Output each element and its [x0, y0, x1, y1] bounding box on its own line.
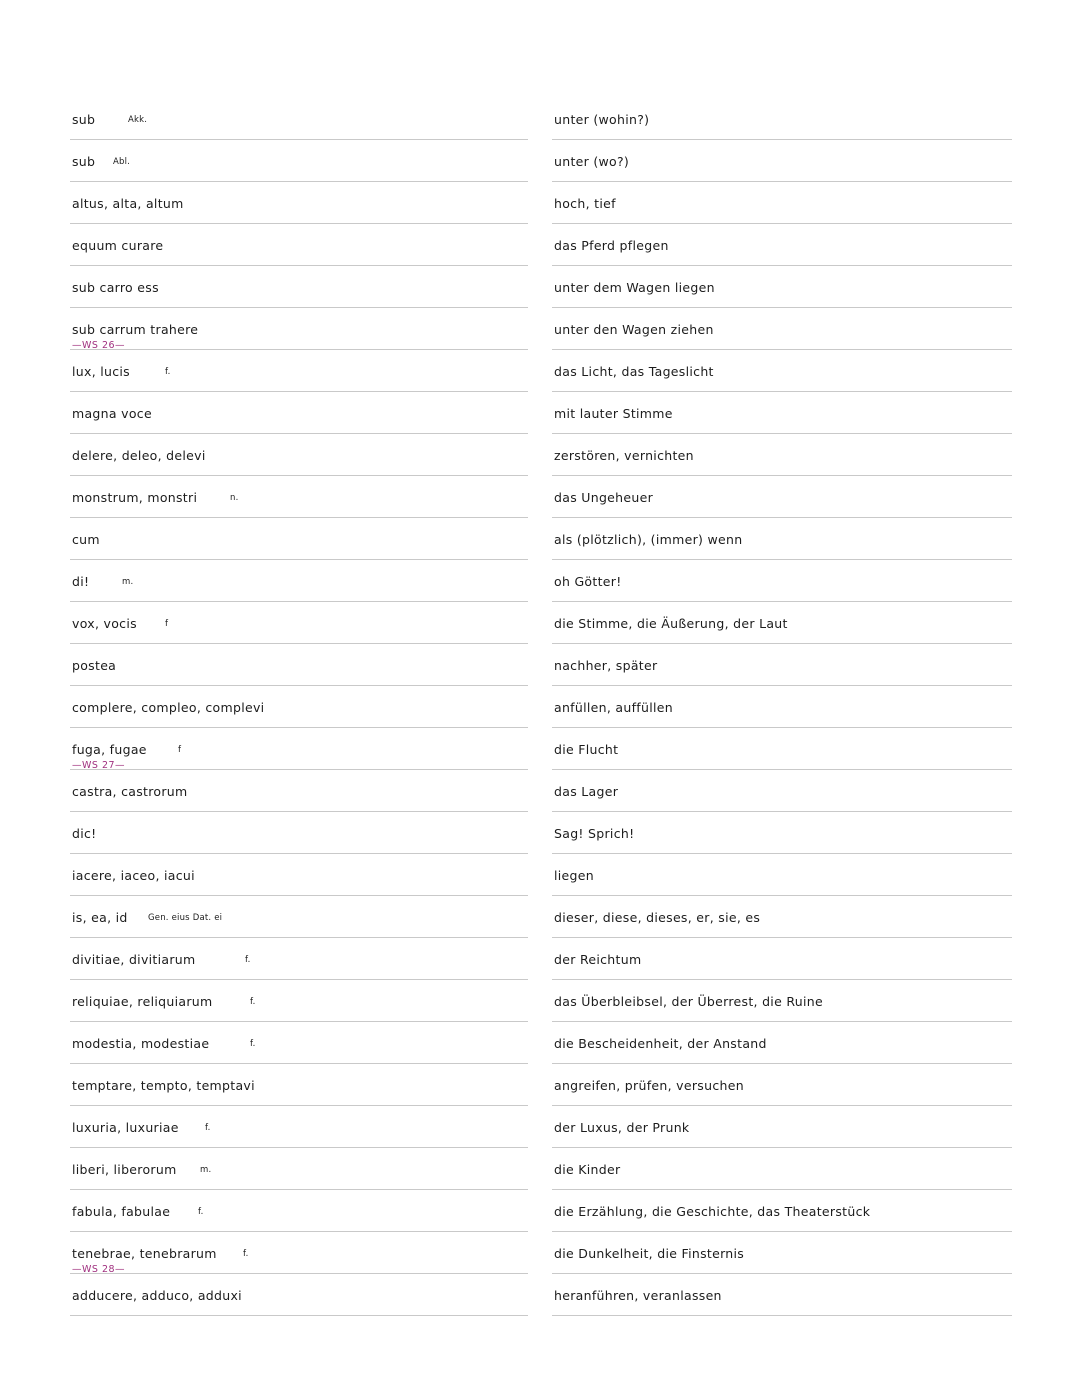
latin-term: reliquiae, reliquiarum: [72, 994, 213, 1009]
latin-term: liberi, liberorum: [72, 1162, 177, 1177]
vocab-row: [0, 770, 1080, 812]
vocab-row: [0, 1232, 1080, 1274]
german-translation: oh Götter!: [554, 574, 622, 589]
german-translation: der Reichtum: [554, 952, 642, 967]
grammar-note: f.: [250, 997, 256, 1007]
german-cell: [552, 434, 1012, 476]
grammar-note: f.: [245, 955, 251, 965]
latin-cell: [70, 1274, 528, 1316]
latin-term: postea: [72, 658, 117, 673]
german-cell: [552, 518, 1012, 560]
latin-term: sub: [72, 154, 96, 169]
latin-term: fabula, fabulae: [72, 1204, 171, 1219]
vocab-row: [0, 938, 1080, 980]
latin-term: luxuria, luxuriae: [72, 1120, 179, 1135]
german-cell: [552, 476, 1012, 518]
latin-cell: [70, 224, 528, 266]
grammar-note: m.: [122, 577, 134, 587]
latin-cell: [70, 980, 528, 1022]
latin-term: modestia, modestiae: [72, 1036, 210, 1051]
vocab-row: [0, 308, 1080, 350]
german-translation: Sag! Sprich!: [554, 826, 635, 841]
vocab-row: [0, 224, 1080, 266]
latin-cell: [70, 854, 528, 896]
vocab-row: [0, 602, 1080, 644]
german-cell: [552, 812, 1012, 854]
german-translation: die Bescheidenheit, der Anstand: [554, 1036, 767, 1051]
latin-cell: [70, 434, 528, 476]
latin-cell: [70, 98, 528, 140]
grammar-note: f.: [243, 1249, 249, 1259]
german-translation: anfüllen, auffüllen: [554, 700, 673, 715]
latin-term: monstrum, monstri: [72, 490, 198, 505]
grammar-note: f.: [250, 1039, 256, 1049]
latin-cell: [70, 182, 528, 224]
latin-cell: [70, 896, 528, 938]
german-cell: [552, 770, 1012, 812]
german-translation: die Kinder: [554, 1162, 621, 1177]
latin-cell: [70, 476, 528, 518]
german-translation: die Flucht: [554, 742, 619, 757]
vocab-row: [0, 266, 1080, 308]
latin-cell: [70, 140, 528, 182]
latin-cell: [70, 392, 528, 434]
latin-cell: [70, 644, 528, 686]
german-cell: [552, 224, 1012, 266]
vocab-row: [0, 686, 1080, 728]
german-cell: [552, 560, 1012, 602]
german-translation: die Dunkelheit, die Finsternis: [554, 1246, 745, 1261]
latin-cell: [70, 812, 528, 854]
vocab-row: [0, 644, 1080, 686]
german-cell: [552, 1190, 1012, 1232]
german-translation: mit lauter Stimme: [554, 406, 673, 421]
latin-term: cum: [72, 532, 100, 547]
latin-term: delere, deleo, delevi: [72, 448, 206, 463]
german-translation: nachher, später: [554, 658, 658, 673]
vocab-row: [0, 1274, 1080, 1316]
german-cell: [552, 140, 1012, 182]
latin-term: adducere, adduco, adduxi: [72, 1288, 242, 1303]
german-cell: [552, 644, 1012, 686]
german-cell: [552, 980, 1012, 1022]
grammar-note: f.: [165, 367, 171, 377]
german-cell: [552, 1232, 1012, 1274]
german-cell: [552, 1106, 1012, 1148]
german-translation: dieser, diese, dieses, er, sie, es: [554, 910, 761, 925]
latin-cell: [70, 308, 528, 350]
latin-term: magna voce: [72, 406, 152, 421]
grammar-note: Akk.: [128, 115, 148, 125]
vocab-row: [0, 854, 1080, 896]
vocab-row: [0, 980, 1080, 1022]
german-translation: das Licht, das Tageslicht: [554, 364, 714, 379]
german-translation: unter dem Wagen liegen: [554, 280, 715, 295]
german-cell: [552, 308, 1012, 350]
grammar-note: Gen. eius Dat. ei: [148, 913, 223, 923]
vocab-row: [0, 1148, 1080, 1190]
lesson-marker: —WS 26—: [72, 340, 126, 351]
vocab-row: [0, 434, 1080, 476]
latin-term: altus, alta, altum: [72, 196, 184, 211]
latin-cell: [70, 518, 528, 560]
german-cell: [552, 350, 1012, 392]
german-cell: [552, 266, 1012, 308]
vocab-row: [0, 812, 1080, 854]
latin-cell: [70, 560, 528, 602]
german-translation: unter den Wagen ziehen: [554, 322, 714, 337]
lesson-marker: —WS 27—: [72, 760, 126, 771]
german-translation: als (plötzlich), (immer) wenn: [554, 532, 743, 547]
german-cell: [552, 1064, 1012, 1106]
german-cell: [552, 854, 1012, 896]
grammar-note: f.: [198, 1207, 204, 1217]
german-translation: hoch, tief: [554, 196, 616, 211]
german-cell: [552, 98, 1012, 140]
latin-term: is, ea, id: [72, 910, 128, 925]
german-translation: das Überbleibsel, der Überrest, die Ruine: [554, 994, 823, 1009]
latin-cell: [70, 350, 528, 392]
german-cell: [552, 896, 1012, 938]
latin-term: sub carrum trahere: [72, 322, 199, 337]
grammar-note: m.: [200, 1165, 212, 1175]
latin-cell: [70, 1190, 528, 1232]
vocab-row: [0, 1106, 1080, 1148]
latin-term: temptare, tempto, temptavi: [72, 1078, 255, 1093]
latin-cell: [70, 770, 528, 812]
german-cell: [552, 686, 1012, 728]
german-translation: das Ungeheuer: [554, 490, 654, 505]
german-cell: [552, 728, 1012, 770]
german-translation: der Luxus, der Prunk: [554, 1120, 690, 1135]
latin-term: equum curare: [72, 238, 164, 253]
latin-term: iacere, iaceo, iacui: [72, 868, 195, 883]
latin-term: castra, castrorum: [72, 784, 188, 799]
german-translation: angreifen, prüfen, versuchen: [554, 1078, 744, 1093]
german-cell: [552, 1274, 1012, 1316]
german-translation: zerstören, vernichten: [554, 448, 694, 463]
german-translation: unter (wo?): [554, 154, 630, 169]
latin-cell: [70, 938, 528, 980]
vocab-row: [0, 728, 1080, 770]
vocab-row: [0, 1022, 1080, 1064]
german-translation: die Erzählung, die Geschichte, das Theaterstück: [554, 1204, 871, 1219]
latin-cell: [70, 1232, 528, 1274]
vocab-row: [0, 1190, 1080, 1232]
latin-term: sub carro ess: [72, 280, 159, 295]
latin-cell: [70, 1022, 528, 1064]
german-cell: [552, 938, 1012, 980]
latin-term: tenebrae, tenebrarum: [72, 1246, 217, 1261]
latin-cell: [70, 602, 528, 644]
vocab-row: [0, 350, 1080, 392]
vocab-row: [0, 896, 1080, 938]
german-translation: das Lager: [554, 784, 619, 799]
latin-cell: [70, 1106, 528, 1148]
vocab-row: [0, 140, 1080, 182]
grammar-note: f: [178, 745, 182, 755]
vocab-row: [0, 476, 1080, 518]
latin-cell: [70, 1148, 528, 1190]
latin-cell: [70, 1064, 528, 1106]
german-cell: [552, 182, 1012, 224]
vocab-row: [0, 182, 1080, 224]
grammar-note: n.: [230, 493, 239, 503]
latin-term: divitiae, divitiarum: [72, 952, 196, 967]
german-cell: [552, 1148, 1012, 1190]
latin-cell: [70, 728, 528, 770]
grammar-note: Abl.: [113, 157, 131, 167]
latin-term: fuga, fugae: [72, 742, 147, 757]
grammar-note: f.: [205, 1123, 211, 1133]
latin-term: vox, vocis: [72, 616, 137, 631]
latin-term: di!: [72, 574, 90, 589]
latin-cell: [70, 686, 528, 728]
vocab-row: [0, 1064, 1080, 1106]
latin-term: sub: [72, 112, 96, 127]
latin-term: dic!: [72, 826, 97, 841]
german-translation: unter (wohin?): [554, 112, 650, 127]
vocab-row: [0, 518, 1080, 560]
lesson-marker: —WS 28—: [72, 1264, 126, 1275]
vocab-row: [0, 98, 1080, 140]
vocab-row: [0, 560, 1080, 602]
german-cell: [552, 602, 1012, 644]
german-translation: das Pferd pflegen: [554, 238, 669, 253]
german-translation: die Stimme, die Äußerung, der Laut: [554, 616, 788, 631]
german-translation: heranführen, veranlassen: [554, 1288, 722, 1303]
latin-cell: [70, 266, 528, 308]
german-cell: [552, 392, 1012, 434]
german-translation: liegen: [554, 868, 594, 883]
latin-term: complere, compleo, complevi: [72, 700, 265, 715]
german-cell: [552, 1022, 1012, 1064]
vocab-row: [0, 392, 1080, 434]
grammar-note: f: [165, 619, 169, 629]
latin-term: lux, lucis: [72, 364, 130, 379]
